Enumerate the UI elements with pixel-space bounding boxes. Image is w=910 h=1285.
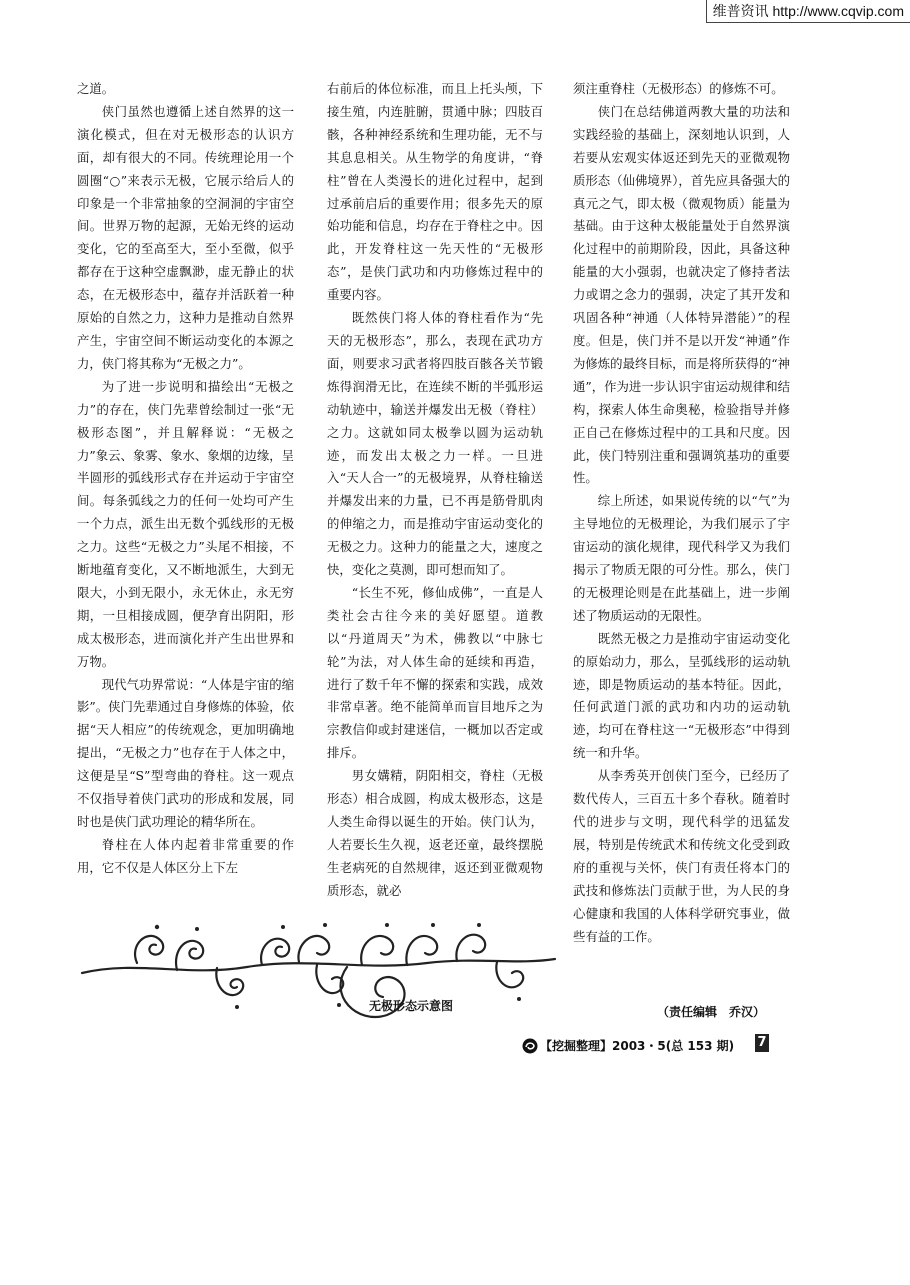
paragraph: 须注重脊柱（无极形态）的修炼不可。 (573, 81, 784, 96)
paragraph: 既然无极之力是推动宇宙运动变化的原始动力，那么，呈弧线形的运动轨迹，即是物质运动的基本特征。因此，任何武道门派的武功和内功的运动轨迹，均可在脊柱这一“无极形态”中得到统一和升华。 (573, 630, 790, 761)
paragraph: 右前后的体位标准，而且上托头颅，下接生殖，内连脏腑，贯通中脉；四肢百骸，各种神经系统和生理功能，无不与其息息相关。从生物学的角度讲，“脊柱”曾在人类漫长的进化过程中，起到过承前启后的重要作用；很多先天的原始功能和信息，均存在于脊柱之中。因此，开发脊柱这一先天性的“无极形态”，是侠门武功和内功修炼过程中的重要内容。 (327, 81, 543, 303)
page-footer (522, 1037, 734, 1054)
spiral-9 (456, 935, 485, 961)
footer-text: 【挖掘整理】2003・5(总 153 期) (540, 1039, 735, 1053)
spiral-4 (261, 939, 289, 965)
text-column-2 (327, 78, 543, 903)
spiral-6 (316, 965, 343, 993)
paragraph: 为了进一步说明和描绘出“无极之力”的存在，侠门先辈曾绘制过一张“无极形态图”，并且解释说：“无极之力”象云、象雾、象水、象烟的边缘，呈半圆形的弧线形式存在并运动于宇宙空间。每条弧线之力的任何一处均可产生一个力点，派生出无数个弧线形的无极之力。这些“无极之力”头尾不相接，不断地蕴育变化，又不断地派生，大到无限大，小到无限小，永无休止，永无穷期，一旦相接成圆，便孕育出阴阳，形成太极形态，进而演化并产生出世界和万物。 (77, 378, 294, 669)
text-column-1 (77, 78, 294, 880)
paragraph: 之道。 (77, 81, 115, 96)
editor-note: （责任编辑 乔汉） (657, 1005, 766, 1019)
text-column-3 (573, 78, 790, 948)
watermark: 维普资讯 http://www.cqvip.com (706, 0, 910, 23)
spiral-2 (176, 941, 203, 970)
paragraph: 现代气功界常说：“人体是宇宙的缩影”。侠门先辈通过自身修炼的体验，依据“天人相应”的传统观念，更加明确地提出，“无极之力”也存在于人体之中，这便是呈“S”型弯曲的脊柱。这一观点不仅指导着侠门武功的形成和发展，同时也是侠门武功理论的精华所在。 (77, 676, 294, 829)
paragraph: 男女媾精，阴阳相交，脊柱（无极形态）相合成圆，构成太极形态，这是人类生命得以诞生的开始。侠门认为，人若要长生久视，返老还童，最终摆脱生老病死的自然规律，返还到亚微观物质形态，就必 (327, 768, 543, 898)
spiral-3 (216, 968, 243, 995)
paragraph: 从李秀英开创侠门至今，已经历了数代传人，三百五十多个春秋。随着时代的进步与文明，现代科学的迅猛发展，特别是传统武术和传统文化受到政府的重视与关怀，侠门有责任将本门的武技和修炼法门贡献于世，为人民的身心健康和我国的人体科学研究事业，做些有益的工作。 (573, 768, 790, 944)
paragraph: 侠门虽然也遵循上述自然界的这一演化模式，但在对无极形态的认识方面，却有很大的不同。传统理论用一个圆圈“○”来表示无极，它展示给后人的印象是一个非常抽象的空洞洞的宇宙空间。世界万物的起源，无始无终的运动变化，它的至高至大，至小至微，似乎都存在于这种空虚飘渺，虚无静止的状态，在无极形态中，蕴存并活跃着一种原始的自然之力，这种力是推动自然界产生，宇宙空间不断运动变化的本源之力，侠门将其称为“无极之力”。 (77, 103, 294, 371)
paragraph: 脊柱在人体内起着非常重要的作用，它不仅是人体区分上下左 (77, 836, 294, 875)
spiral-5 (298, 936, 329, 962)
spiral-10 (496, 962, 523, 987)
spiral-vine-illustration (77, 915, 557, 1030)
page-number: 7 (755, 1034, 769, 1052)
spiral-8 (406, 936, 437, 965)
spiral-7 (361, 936, 393, 965)
vine-main-stem (82, 959, 555, 973)
paragraph: 综上所述，如果说传统的以“气”为主导地位的无极理论，为我们展示了宇宙运动的演化规律，现代科学又为我们揭示了物质无限的可分性。那么，侠门的无极理论则是在此基础上，进一步阐述了物质运动的无限性。 (573, 493, 790, 623)
spiral-1 (135, 936, 163, 963)
paragraph: “长生不死，修仙成佛”，一直是人类社会古往今来的美好愿望。道教以“丹道周天”为术，佛教以“中脉七轮”为法，对人体生命的延续和再造，进行了数千年不懈的探索和实践，成效非常卓著。绝不能简单而盲目地斥之为宗教信仰或封建迷信，一概加以否定或排斥。 (327, 584, 543, 761)
figure-caption: 无极形态示意图 (369, 999, 454, 1013)
paragraph: 既然侠门将人体的脊柱看作为“先天的无极形态”，那么，表现在武功方面，则要求习武者将四肢百骸各关节锻炼得润滑无比，在连续不断的半弧形运动轨迹中，输送并爆发出无极（脊柱）之力。这就如同太极拳以圆为运动轨迹，而发出太极之力一样。一旦进入“天人合一”的无极境界，从脊柱输送并爆发出来的力量，已不再是筋骨肌肉的伸缩之力，而是推动宇宙运动变化的无极之力。这种力的能量之大，速度之快，变化之莫测，即可想而知了。 (327, 310, 543, 578)
journal-logo-icon (522, 1038, 538, 1054)
paragraph: 侠门在总结佛道两教大量的功法和实践经验的基础上，深刻地认识到，人若要从宏观实体返还到先天的亚微观物质形态（仙佛境界），首先应具备强大的真元之气，即太极（微观物质）能量为基础。由于这种太极能量处于自然界演化过程中的前期阶段，因此，具备这种能量的大小强弱，也就决定了修持者法力或谓之念力的强弱，决定了其开发和巩固各种“神通（人体特异潜能）”的程度。但是，侠门并不是以开发“神通”作为修炼的最终目标，而是将所获得的“神通”，作为进一步认识宇宙运动规律和结构，探索人体生命奥秘，检验指导并修正自己在修炼过程中的工具和尺度。因此，侠门特别注重和强调筑基功的重要性。 (573, 103, 790, 486)
